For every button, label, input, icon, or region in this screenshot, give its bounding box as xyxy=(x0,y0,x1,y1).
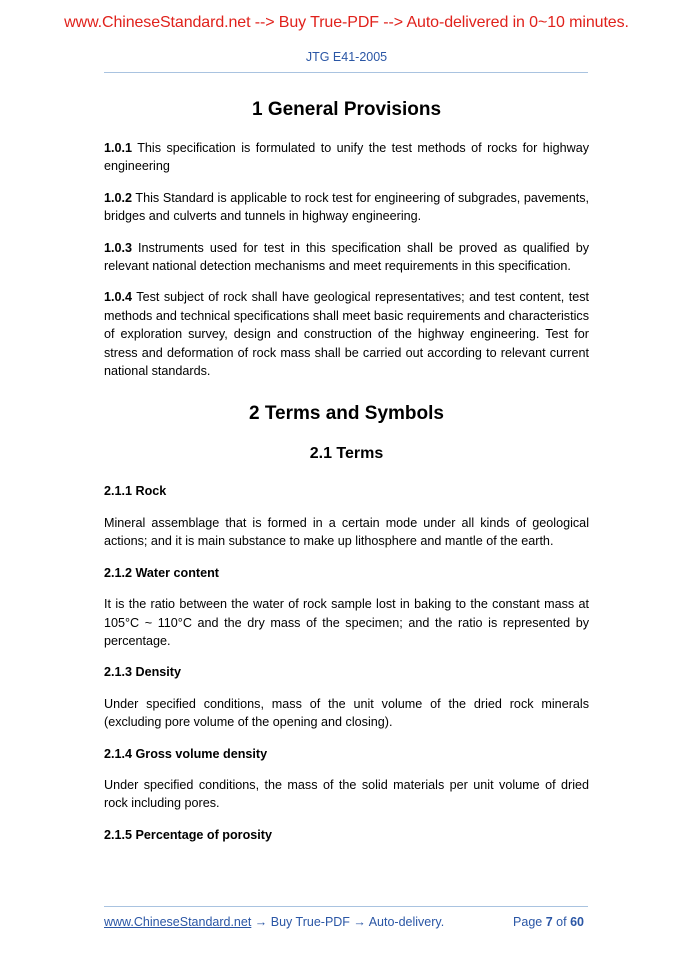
promo-banner[interactable]: www.ChineseStandard.net --> Buy True-PDF --> Auto-delivered in 0~10 minutes. xyxy=(64,14,629,31)
footer-promo-text: → Buy True-PDF → Auto-delivery. xyxy=(251,915,445,929)
term-definition: Under specified conditions, mass of the unit volume of the dried rock minerals (excluding pore volume of the opening and closing). xyxy=(104,696,589,730)
term-heading: 2.1.3 Density xyxy=(104,665,182,680)
clause-text: Instruments used for test in this specification shall be proved as qualified by relevant national detection mechanisms and meet requirements in this specification. xyxy=(104,240,589,274)
term-heading: 2.1.5 Percentage of porosity xyxy=(104,827,272,842)
clause-1-0-3 xyxy=(104,239,589,276)
term-heading: 2.1.4 Gross volume density xyxy=(104,746,268,761)
clause-number: 1.0.1 xyxy=(104,141,133,155)
term-definition: Under specified conditions, the mass of the solid materials per unit volume of dried rock including pores. xyxy=(104,777,589,811)
term-definition: Mineral assemblage that is formed in a certain mode under all kinds of geological actions; and it is main substance to make up lithosphere and mantle of the earth. xyxy=(104,515,589,549)
clause-number: 1.0.4 xyxy=(104,290,133,305)
section-2-1-title: 2.1 Terms xyxy=(309,445,384,463)
term-heading: 2.1.2 Water content xyxy=(104,565,220,580)
clause-1-0-4 xyxy=(104,288,589,380)
term-definition: It is the ratio between the water of rock sample lost in baking to the constant mass at 105°C ~ 110°C and the dry mass of the specimen; and the ratio is represented by percentage. xyxy=(104,597,589,648)
term-heading: 2.1.1 Rock xyxy=(104,484,167,499)
clause-text: This Standard is applicable to rock test for engineering of subgrades, pavements, bridges and culverts and tunnels in highway engineering. xyxy=(104,190,589,224)
header-divider xyxy=(104,72,588,73)
chapter-1-title: 1 General Provisions xyxy=(251,99,442,120)
current-page: 7 xyxy=(545,915,553,929)
page-footer xyxy=(104,915,588,929)
page-content xyxy=(104,98,589,857)
chapter-2-title: 2 Terms and Symbols xyxy=(249,403,444,425)
of-label: of xyxy=(556,915,567,929)
footer-promo xyxy=(104,915,444,929)
page-number xyxy=(513,915,584,929)
clause-text: Test subject of rock shall have geological representatives; and test content, test methods and technical specifications shall meet basic requirements and characteristics of exploration survey, design and construction of the highway engineering. Test for stress and deformation of rock mass shall be carried out according to relevant current national standards. xyxy=(104,290,589,379)
clause-1-0-1 xyxy=(104,139,589,176)
clause-number: 1.0.2 xyxy=(104,190,133,205)
footer-divider xyxy=(104,906,588,907)
footer-site-link[interactable]: www.ChineseStandard.net xyxy=(104,915,252,929)
clause-text: This specification is formulated to unify the test methods of rocks for highway engineering xyxy=(104,141,589,174)
document-code: JTG E41-2005 xyxy=(305,50,388,64)
clause-1-0-2 xyxy=(104,189,589,226)
total-pages: 60 xyxy=(570,915,584,929)
clause-number: 1.0.3 xyxy=(104,240,133,255)
page-label: Page xyxy=(513,915,543,929)
